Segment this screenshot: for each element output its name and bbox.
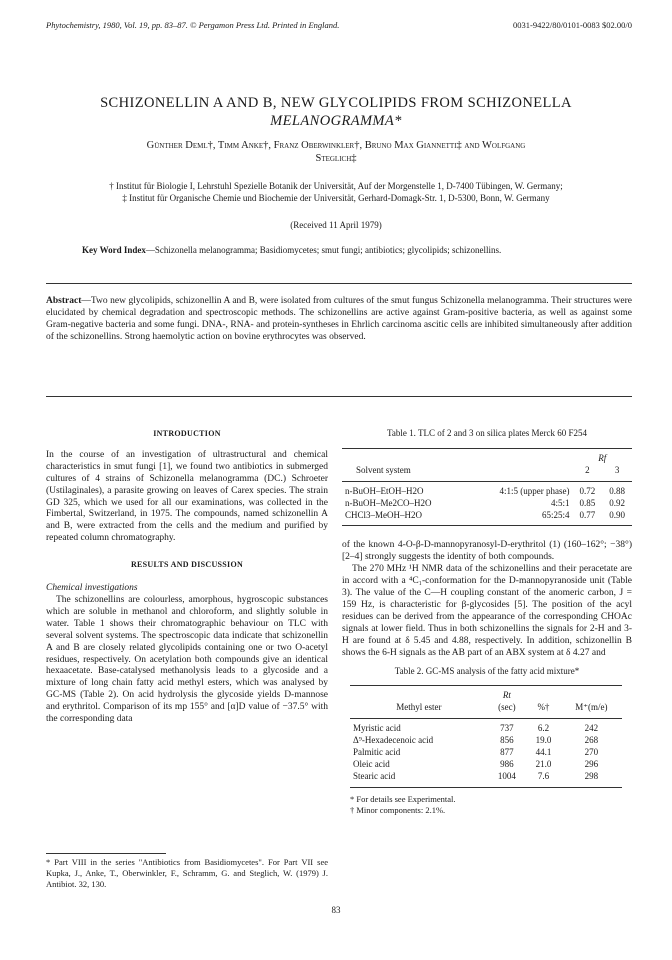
abstract-text: —Two new glycolipids, schizonellin A and B, were isolated from cultures of the smut fungus Schizonella melanogramma. Their structures were elucidated by chemical degradation and spectroscopic methods. The schizonellins are active against Gram-positive bacteria, as well as against some Gram-negative bacteria and some fungi. DNA-, RNA- and protein-syntheses in Ehrlich carcinoma ascitic cells are inhibited simultaneously after addition of the schizonellins. Strong haemolytic action on bovine erythrocytes was observed. <box>46 296 632 342</box>
chemical-text: The schizonellins are colourless, amorphous, hygroscopic substances which are soluble in methanol and chloroform, and slightly soluble in water. Table 1 shows their chromatographic behaviour on TLC with several solvent systems. The spectroscopic data indicate that schizonellin A and B are closely related glycolipids containing one or two O-acetyl residues, respectively. On acetylation both compounds give an identical hexaacetate. Base-catalysed methanolysis leads to a glycoside and a mixture of long chain fatty acid methyl esters, which was analysed by GC-MS (Table 2). On acid hydrolysis the glycoside yields D-mannose and erythritol. Comparison of its mp 155° and [α]D value of −37.5° with the corresponding data <box>46 594 328 725</box>
table2-cell-rt: 877 <box>500 747 514 758</box>
table2-cell-mass: 268 <box>584 735 599 746</box>
table2 <box>350 685 622 787</box>
left-column <box>46 428 328 726</box>
table2-cell-ester: Myristic acid <box>353 723 401 734</box>
table2-cell-pct: 6.2 <box>537 723 550 734</box>
page-number: 83 <box>331 905 341 915</box>
results-heading: RESULTS AND DISCUSSION <box>130 560 244 570</box>
table2-cell-mass: 298 <box>584 770 599 781</box>
journal-citation: Phytochemistry, 1980, Vol. 19, pp. 83–87. © Pergamon Press Ltd. Printed in England. <box>46 20 340 30</box>
table2-cell-pct: 44.1 <box>535 747 552 758</box>
table2-cell-rt: 1004 <box>497 770 516 781</box>
table1-cell-system: CHCl3–MeOH–H2O <box>345 509 423 520</box>
table2-cell-ester: Δ⁹-Hexadecenoic acid <box>353 735 434 746</box>
table1-cell-system: n-BuOH–Me2CO–H2O <box>345 497 432 508</box>
table2-header-rt-unit: (sec) <box>498 702 516 713</box>
table1-cell-value: 0.92 <box>609 497 625 508</box>
article-code: 0031-9422/80/0101-0083 $02.00/0 <box>513 20 632 30</box>
keyword-label: Key Word Index <box>82 245 146 255</box>
author-list <box>46 139 626 165</box>
introduction-heading: INTRODUCTION <box>153 429 221 438</box>
abstract <box>46 295 632 343</box>
nmr-paragraph: The 270 MHz ¹H NMR data of the schizonellins and their peracetate are in accord with a ⁴C₁-conformation for the D-mannopyranoside unit (Table 3). The value of the C—H coupling constant of the anomeric carbon, J = 159 Hz, is characteristic for β-glycosides [5]. The position of the acyl residues can be derived from the appearance of the corresponding CHOAc signals at lower field. Thus in both schizonellins the signals for 2-H and 3-H are found at δ 5.45 and 4.88, respectively. In addition, schizonellin B shows the 6-H signals as the AB part of an ABX system at δ 4.27 and <box>342 564 632 658</box>
table1-cell-value: 0.85 <box>579 497 596 508</box>
table-row <box>350 771 622 783</box>
table2-cell-mass: 270 <box>584 747 599 758</box>
introduction-text: In the course of an investigation of ultrastructural and chemical characteristics in smut fungi [1], we found two antibiotics in submerged cultures of 4 strains of Schizonella melanogramma (DC.) Schroeter (Ustilaginales), a parasite growing on leaves of Carex species. The strain GD 325, which we used for all our examinations, was collected in the Fimbertal, Switzerland, in 1975. The compounds, named schizonellin A and B, were extracted from the cells and the medium and purified by repeated column chromatography. <box>46 449 328 544</box>
title-line-2: MELANOGRAMMA* <box>270 113 402 129</box>
title-line-1: SCHIZONELLIN A AND B, NEW GLYCOLIPIDS FROM SCHIZONELLA <box>100 95 572 111</box>
table-row <box>350 723 622 735</box>
table2-cell-rt: 986 <box>500 758 514 769</box>
table-row <box>342 510 632 522</box>
table1-cell-value: 0.72 <box>579 485 596 496</box>
affiliations <box>46 180 626 204</box>
footnote: * Part VIII in the series "Antibiotics from Basidiomycetes". For Part VII see Kupka, J., Anke, T., Oberwinkler, F., Schramm, G. and Steglich, W. (1979) J. Antibiot. 32, 130. <box>46 857 328 889</box>
affiliation-1: † Institut für Biologie I, Lehrstuhl Spezielle Botanik der Universität, Auf der Morgenstelle 1, D-7400 Tübingen, W. Germany; <box>109 181 563 191</box>
right-column <box>342 428 632 816</box>
table2-footnote-1: * For details see Experimental. <box>350 793 456 804</box>
table-row <box>350 735 622 747</box>
affiliation-2: ‡ Institut für Organische Chemie und Biochemie der Universität, Gerhard-Domagk-Str. 1, D-5300, Bonn, W. Germany <box>122 193 550 203</box>
table-row <box>342 498 632 510</box>
table2-header-pct: %† <box>537 702 550 713</box>
running-header <box>46 20 632 30</box>
divider-top <box>46 283 632 284</box>
table1-cell-ratio: 65:25:4 <box>541 509 570 520</box>
table1-cell-system: n-BuOH–EtOH–H2O <box>345 485 424 496</box>
table2-cell-pct: 21.0 <box>535 758 552 769</box>
table2-cell-pct: 19.0 <box>535 735 552 746</box>
table2-cell-rt: 737 <box>500 723 514 734</box>
table1-cell-value: 0.77 <box>579 509 596 520</box>
table2-cell-ester: Oleic acid <box>353 758 390 769</box>
table2-cell-ester: Stearic acid <box>353 770 396 781</box>
table1-header-2: 2 <box>585 464 590 475</box>
authors-line-2: Steglich‡ <box>315 153 357 164</box>
table1-header-rf: Rf <box>598 452 607 463</box>
table2-caption: Table 2. GC-MS analysis of the fatty acid mixture* <box>394 665 580 676</box>
table2-cell-pct: 7.6 <box>537 770 550 781</box>
chemical-heading: Chemical investigations <box>46 583 138 594</box>
keyword-text: —Schizonella melanogramma; Basidiomycetes; smut fungi; antibiotics; glycolipids; schizonellins. <box>145 245 502 255</box>
table1-caption: Table 1. TLC of 2 and 3 on silica plates Merck 60 F254 <box>387 428 587 438</box>
table1-cell-value: 0.88 <box>609 485 625 496</box>
article-title <box>40 94 632 130</box>
table2-header-rt: Rt <box>502 690 511 701</box>
table-row <box>350 759 622 771</box>
body-text-continued: of the known 4-O-β-D-mannopyranosyl-D-erythritol (1) (160–162°; −38°) [2–4] strongly suggests the identity of both compounds. <box>342 540 632 563</box>
table-row <box>342 486 632 498</box>
table1-header-3: 3 <box>614 464 620 475</box>
table2-header-mass: M⁺(m/e) <box>575 702 608 713</box>
table2-cell-ester: Palmitic acid <box>353 747 401 758</box>
table1-header-solvent: Solvent system <box>356 464 411 475</box>
footnote-rule <box>46 853 166 854</box>
table2-footnote-2: † Minor components: 2.1%. <box>350 804 446 815</box>
table1 <box>342 448 632 527</box>
table1-cell-ratio: 4:5:1 <box>550 497 570 508</box>
keyword-index <box>82 244 590 256</box>
authors-line-1: Günther Deml†, Timm Anke†, Franz Oberwinkler†, Bruno Max Giannetti‡ and Wolfgang <box>146 140 526 151</box>
table2-cell-mass: 296 <box>584 758 599 769</box>
received-date: (Received 11 April 1979) <box>290 220 382 230</box>
divider-bottom <box>46 396 632 397</box>
table2-header-ester: Methyl ester <box>396 702 442 713</box>
table1-cell-value: 0.90 <box>609 509 625 520</box>
table2-cell-rt: 856 <box>500 735 514 746</box>
abstract-label: Abstract <box>46 296 82 306</box>
table-row <box>350 747 622 759</box>
table1-cell-ratio: 4:1:5 (upper phase) <box>499 485 570 496</box>
table2-cell-mass: 242 <box>584 723 599 734</box>
